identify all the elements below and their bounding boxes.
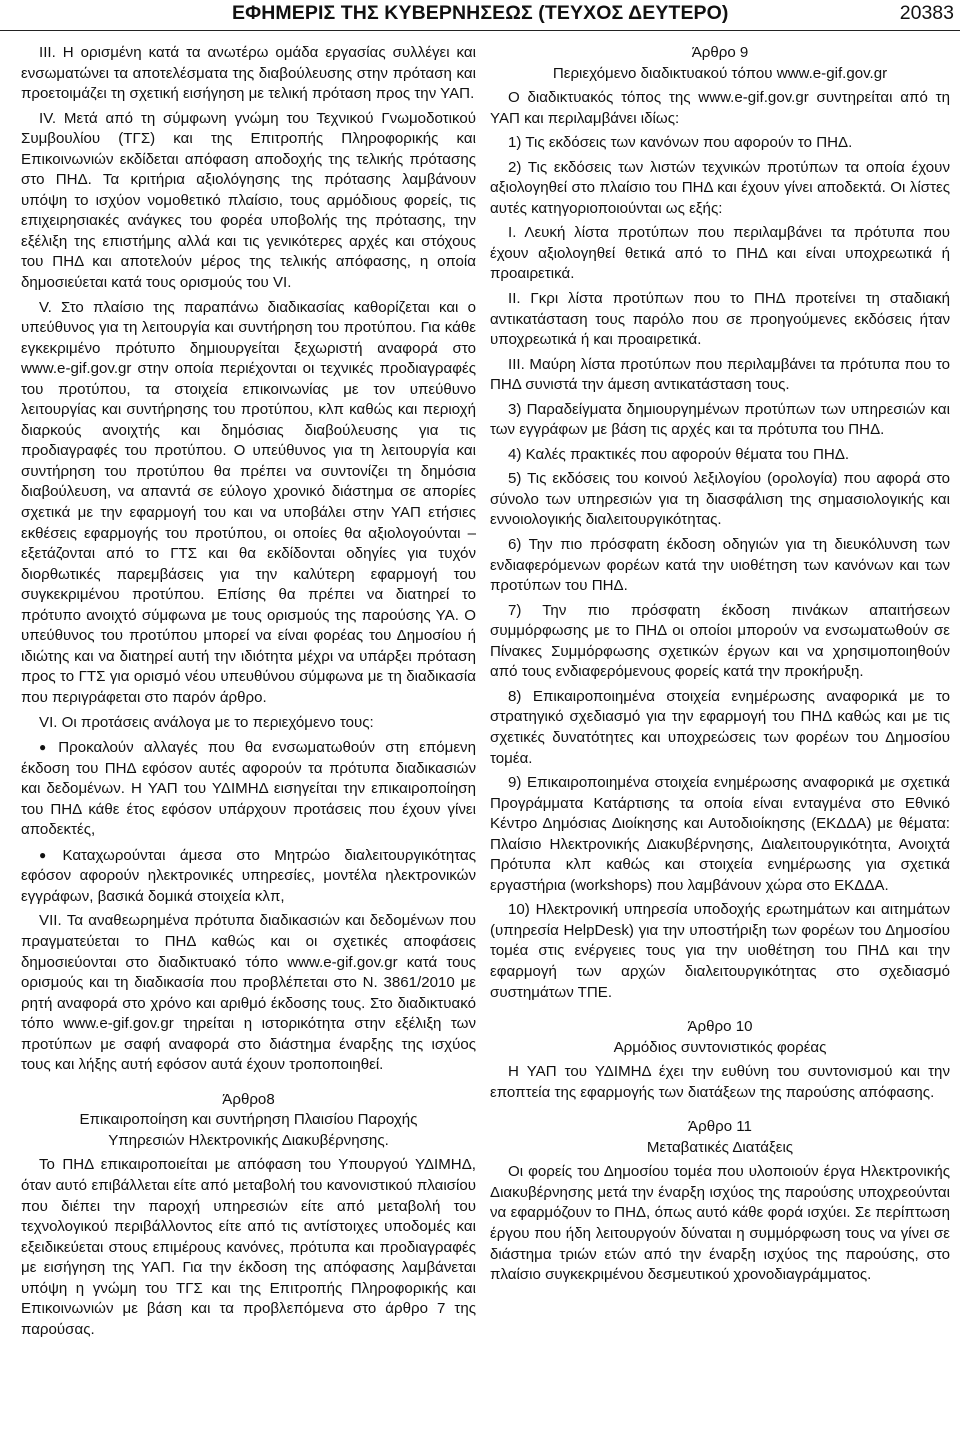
paragraph-vi: VI. Οι προτάσεις ανάλογα με το περιεχόμενο τους:: [39, 713, 374, 731]
article-11-heading: Άρθρο 11: [688, 1118, 752, 1136]
bullet-item: [21, 737, 476, 841]
article-8-heading: Άρθρο8: [222, 1090, 275, 1108]
paragraph-iii: ΙΙΙ. Η ορισμένη κατά τα ανωτέρω ομάδα εργασίας συλλέγει και ενσωματώνει τα αποτελέσματα της διαβούλευσης στην πρόταση και προετοιμάζει τη σχετική εισήγηση με τελική πρόταση προς την ΥΑΠ.: [21, 44, 476, 103]
paragraph-vii: VII. Τα αναθεωρημένα πρότυπα διαδικασιών και δεδομένων που πραγματεύεται το ΠΗΔ καθώς και οι σχετικές αποφάσεις δημοσιεύονται στο διαδικτυακό τόπο www.e-gif.gov.gr κατά τους ορισμούς και τη διαδικασία που προβλέπεται στο Ν. 3861/2010 με ρητή αναφορά στο χρόνο και αριθμό έκδοσης τους. Στο διαδικτυακό τόπο www.e-gif.gov.gr τηρείται η ιστορικότητα στην εξέλιξη των προτύπων με σαφή αναφορά στο διάστημα έναρξης της ισχύος τους και λήξης αυτή εφόσον αυτά έχουν τροποποιηθεί.: [21, 912, 476, 1074]
article-9-title: Περιεχόμενο διαδικτυακού τόπου www.e-gif.gov.gr: [552, 64, 888, 82]
article-10-body: Η ΥΑΠ του ΥΔΙΜΗΔ έχει την ευθύνη του συντονισμού και την εποπτεία της εφαρμογής των διατάξεων της παρούσης απόφασης.: [490, 1063, 950, 1101]
paragraph-iv: IV. Μετά από τη σύμφωνη γνώμη του Τεχνικού Γνωμοδοτικού Συμβουλίου (ΤΓΣ) και της Επιτροπής Πληροφορικής και Επικοινωνιών εκδίδεται απόφαση αποδοχής της τελικής πρότασης στο ΠΗΔ. Τα κριτήρια αξιολόγησης της πρότασης λαμβάνουν υπόψη το ισχύον νομοθετικό πλαίσιο, τους αρμόδιους φορείς, τις επιχειρησιακές ανάγκες του φορέα υποβολής της πρότασης, την εξέλιξη της επιστήμης αλλά και τις γενικότερες αρχές και στόχους του ΠΗΔ και αποτελούν μέρος της τελικής απόφασης, η οποία δημοσιεύεται κατά τους ορισμούς του VI.: [21, 109, 476, 292]
left-column: [21, 43, 476, 1344]
sub-list-item: Ι. Λευκή λίστα προτύπων που περιλαμβάνει τα πρότυπα που έχουν αξιολογηθεί θετικά από το ΠΗΔ και είναι υποχρεωτικά ή προαιρετικά.: [490, 224, 950, 283]
list-item: 4) Καλές πρακτικές που αφορούν θέματα του ΠΗΔ.: [508, 445, 850, 463]
sub-list-item: ΙΙΙ. Μαύρη λίστα προτύπων που περιλαμβάνει τα πρότυπα που το ΠΗΔ συνιστά την άμεση αντικατάσταση τους.: [490, 355, 950, 394]
list-item: 3) Παραδείγματα δημιουργημένων προτύπων των υπηρεσιών και των εγγράφων με βάση τις αρχές και τα πρότυπα του ΠΗΔ.: [490, 400, 950, 439]
article-8-subtitle: Υπηρεσιών Ηλεκτρονικής Διακυβέρνησης.: [108, 1131, 389, 1149]
list-item: 5) Τις εκδόσεις του κοινού λεξιλογίου (ορολογία) που αφορά στο σύνολο των υπηρεσιών για τη διασφάλιση της σημασιολογικής και εννοιολογικής διαλειτουργικότητας.: [490, 470, 950, 529]
article-8-body: Το ΠΗΔ επικαιροποιείται με απόφαση του Υπουργού ΥΔΙΜΗΔ, όταν αυτό επιβάλλεται είτε από μεταβολή του κανονιστικού πλαισίου που διέπει την παροχή υπηρεσιών είτε από μεταβολή του τεχνολογικού περιβάλλοντος είτε από τις αντίστοιχες υποδομές και εξειδικεύεται στους επιμέρους κανόνες, πρότυπα και προδιαγραφές με εισήγηση της ΥΑΠ. Για την έκδοση της απόφασης λαμβάνεται υπόψη η γνώμη του ΤΓΣ και της Επιτροπής Πληροφορικής και Επικοινωνιών με βάση και τα προβλεπόμενα στο άρθρο 7 της παρούσας.: [21, 1156, 476, 1338]
list-item: 7) Την πιο πρόσφατη έκδοση πινάκων απαιτήσεων συμμόρφωσης με το ΠΗΔ οι οποίοι μπορούν να ενσωματωθούν σε Πίνακες Συμμόρφωσης σχετικών έργων και να χρησιμοποιηθούν από τους ενδιαφερόμενους φορείς κατά την προκήρυξη.: [490, 601, 950, 681]
right-column: [490, 43, 950, 1290]
page-header: [0, 0, 960, 31]
list-item: 2) Τις εκδόσεις των λιστών τεχνικών προτύπων τα οποία έχουν αξιολογηθεί στο πλαίσιο του ΠΗΔ και έχουν γίνει αποδεκτά. Οι λίστες αυτές κατηγοριοποιούνται ως εξής:: [490, 158, 950, 217]
list-item: 8) Επικαιροποιημένα στοιχεία ενημέρωσης αναφορικά με το στρατηγικό σχεδιασμό για την εφαρμογή του ΠΗΔ καθώς και με τις σχετικές δυνατότητες και υποχρεώσεις των φορέων του Δημοσίου τομέα.: [490, 687, 950, 767]
article-10-title: Αρμόδιος συντονιστικός φορέας: [613, 1038, 827, 1056]
bullet-icon: [39, 847, 62, 864]
list-item: 6) Την πιο πρόσφατη έκδοση οδηγιών για τη διευκόλυνση των ενδιαφερόμενων φορέων κατά την υιοθέτηση των κανόνων και των προτύπων του ΠΗΔ.: [490, 536, 950, 595]
bullet-text: Προκαλούν αλλαγές που θα ενσωματωθούν στη επόμενη έκδοση του ΠΗΔ εφόσον αυτές αφορούν τα πρότυπα διαδικασιών και δεδομένων. Η ΥΑΠ του ΥΔΙΜΗΔ εισηγείται την επικαιροποίηση του ΠΗΔ κάθε έτος εφόσον υπάρχουν προτάσεις που έχουν γίνει αποδεκτές,: [21, 739, 476, 839]
bullet-text: Καταχωρούνται άμεσα στο Μητρώο διαλειτουργικότητας εφόσον αφορούν ηλεκτρονικές υπηρεσίες, μοντέλα ηλεκτρονικών εγγράφων, βασικά δομικά στοιχεία κλπ,: [21, 846, 476, 905]
bullet-icon: [39, 739, 58, 756]
article-8-title: Επικαιροποίηση και συντήρηση Πλαισίου Παροχής: [79, 1111, 418, 1129]
article-9-intro: Ο διαδικτυακός τόπος της www.e-gif.gov.gr συντηρείται από τη ΥΑΠ και περιλαμβάνει ιδίως:: [490, 89, 950, 127]
bullet-item: [21, 845, 476, 908]
article-9-heading: Άρθρο 9: [691, 44, 749, 61]
article-11-title: Μεταβατικές Διατάξεις: [646, 1138, 794, 1156]
article-10-heading: Άρθρο 10: [687, 1018, 753, 1036]
page-number: 20383: [899, 2, 954, 24]
list-item: 10) Ηλεκτρονική υπηρεσία υποδοχής ερωτημάτων και αιτημάτων (υπηρεσία HelpDesk) για την υποστήριξη των φορέων του Δημοσίου τομέα στις ενέργειες τους για την υιοθέτηση του ΠΗΔ και την εφαρμογή των αρχών διαλειτουργικότητας στο σχεδιασμό συστημάτων ΤΠΕ.: [490, 901, 950, 1001]
list-item: 1) Τις εκδόσεις των κανόνων που αφορούν το ΠΗΔ.: [508, 134, 853, 152]
sub-list-item: ΙΙ. Γκρι λίστα προτύπων που το ΠΗΔ προτείνει τη σταδιακή αντικατάσταση τους παρόλο που σε προηγούμενες εκδόσεις ήταν υποχρεωτικά ή και προαιρετικά.: [490, 290, 950, 349]
journal-title: ΕΦΗΜΕΡΙΣ ΤΗΣ ΚΥΒΕΡΝΗΣΕΩΣ (ΤΕΥΧΟΣ ΔΕΥΤΕΡΟ): [232, 2, 729, 24]
paragraph-v: V. Στο πλαίσιο της παραπάνω διαδικασίας καθορίζεται και ο υπεύθυνος για τη λειτουργία και συντήρηση του προτύπου. Για κάθε εγκεκριμένο πρότυπο δημιουργείται ξεχωριστή αναφορά στο www.e-gif.gov.gr στην οποία περιέχονται οι τεχνικές προδιαγραφές του προτύπου, τα στοιχεία επικοινωνίας με τον υπεύθυνο λειτουργίας και συντήρησης του προτύπου, κλπ καθώς και περιοχή διαρκούς ανοιχτής και δημόσιας διαβούλευσης για τις προδιαγραφές του προτύπου. Ο υπεύθυνος για τη λειτουργία και συντήρηση του προτύπου θα πρέπει να συντονίζει τη δημόσια διαβούλευση, να απαντά σε εύλογο χρονικό διάστημα σε απορίες σχετικά με την εφαρμογή του και να υποβάλει στην ΥΑΠ ετήσιες εκθέσεις εφαρμογής του προτύπου, οι οποίες θα αξιολογούνται – εξετάζονται από το ΓΤΣ και θα εκδίδονται οδηγίες για τυχόν διορθωτικές παρεμβάσεις για την καλύτερη εφαρμογή του συγκεκριμένου προτύπου. Επίσης θα πρέπει να διατηρεί το πρότυπο ανοιχτό σύμφωνα με τους ορισμούς της παρούσης ΥΑ. Ο υπεύθυνος του προτύπου μπορεί να είναι φορέας του Δημοσίου ή ιδιώτης και να διατηρεί αυτή την ιδιότητα μέχρι να υπάρξει πρόταση προς το ΓΤΣ για ορισμό νέου υπευθύνου σύμφωνα με τη διαδικασία που περιγράφεται στο παρόν άρθρο.: [21, 298, 476, 706]
article-11-body: Οι φορείς του Δημοσίου τομέα που υλοποιούν έργα Ηλεκτρονικής Διακυβέρνησης μετά την έναρξη ισχύος της παρούσης υποχρεούνται να εφαρμόζουν το ΠΗΔ, όπως αυτό κάθε φορά ισχύει. Σε περίπτωση έργου που ήδη λειτουργούν δύναται η συμμόρφωση τους να γίνει σε διάστημα τριών ετών από την έναρξη ισχύος της παρούσης, στο πλαίσιο συγκεκριμένου δεσμευτικού χρονοδιαγράμματος.: [490, 1163, 950, 1284]
list-item: 9) Επικαιροποιημένα στοιχεία ενημέρωσης αναφορικά με σχετικά Προγράμματα Κατάρτισης τα οποία είναι ενταγμένα στο Εθνικό Κέντρο Δημόσιας Διοίκησης και Αυτοδιοίκησης (ΕΚΔΔΑ) με θέματα: Πλαίσιο Ηλεκτρονικής Διακυβέρνησης, Διαλειτουργικότητα, Ανοιχτά Πρότυπα κλπ καθώς και στοιχεία ενημέρωσης για σχετικά εργαστήρια (workshops) που λαμβάνουν χώρα στο ΕΚΔΔΑ.: [490, 774, 950, 894]
